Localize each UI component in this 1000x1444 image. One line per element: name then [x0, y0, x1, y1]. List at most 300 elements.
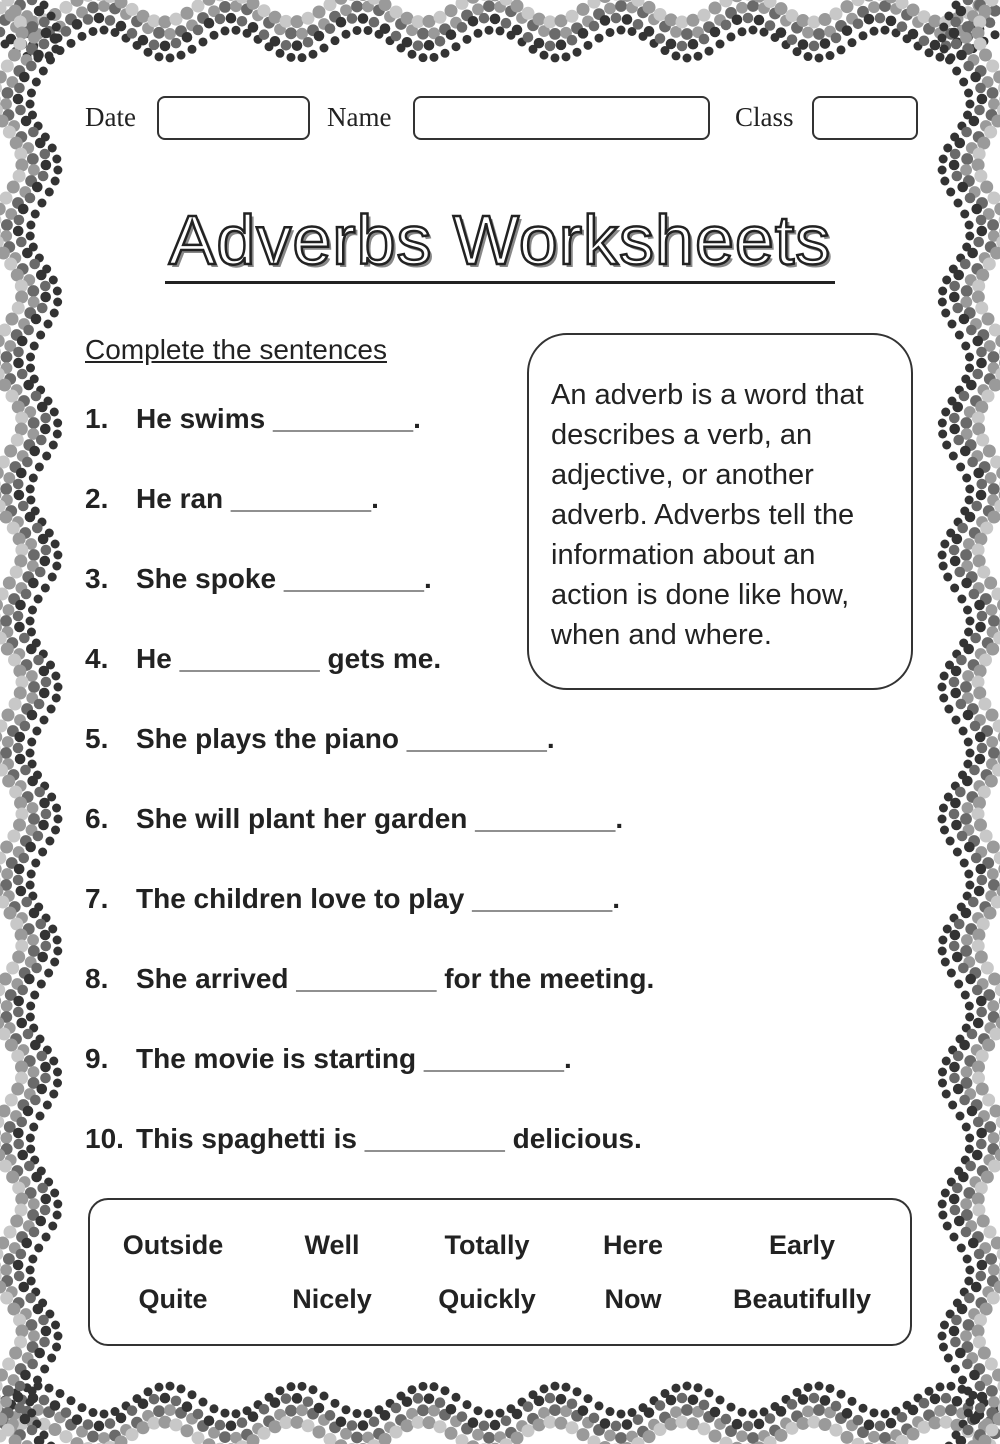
border-dot [2, 1424, 15, 1437]
border-dot [985, 17, 996, 28]
border-dot [964, 870, 973, 879]
border-dot [952, 952, 963, 963]
border-dot [309, 1385, 318, 1394]
border-dot [53, 1079, 62, 1088]
border-dot [953, 1051, 964, 1062]
border-dot [961, 908, 972, 919]
border-dot [36, 331, 45, 340]
border-dot [33, 1376, 42, 1385]
border-dot [1, 351, 13, 363]
border-dot [974, 38, 987, 51]
border-dot [11, 434, 24, 447]
border-dot [611, 1421, 622, 1432]
border-dot [950, 17, 961, 28]
border-dot [72, 19, 83, 30]
border-dot [584, 41, 593, 50]
border-dot [35, 138, 46, 149]
border-dot [965, 974, 976, 985]
border-dot [908, 29, 919, 40]
border-dot [938, 1332, 947, 1341]
border-dot [314, 1403, 325, 1414]
border-dot [979, 654, 992, 667]
border-dot [27, 285, 39, 297]
border-dot [94, 1421, 105, 1432]
border-dot [34, 787, 45, 798]
question-item [85, 883, 620, 915]
border-dot [972, 159, 985, 172]
border-dot [672, 1384, 681, 1393]
border-dot [938, 34, 947, 43]
border-dot [512, 1409, 523, 1420]
border-dot [939, 155, 948, 164]
border-dot [977, 1215, 990, 1228]
border-dot [886, 1418, 897, 1429]
border-dot [30, 1095, 41, 1106]
border-dot [0, 1237, 9, 1250]
border-dot [302, 1419, 315, 1432]
border-dot [15, 676, 28, 689]
border-dot [963, 606, 972, 615]
border-dot [960, 164, 972, 176]
border-dot [281, 1393, 292, 1404]
border-dot [837, 1390, 846, 1399]
border-dot [15, 808, 28, 821]
border-dot [35, 1216, 46, 1227]
border-dot [116, 21, 127, 32]
border-dot [14, 148, 27, 161]
border-dot [976, 434, 989, 447]
border-dot [743, 13, 754, 24]
border-dot [10, 566, 23, 579]
border-dot [15, 600, 26, 611]
border-dot [259, 29, 270, 40]
border-dot [192, 1432, 205, 1444]
border-dot [285, 27, 297, 39]
border-dot [424, 40, 435, 51]
border-dot [13, 347, 24, 358]
date-field[interactable] [157, 96, 310, 140]
border-dot [991, 1237, 1000, 1250]
border-dot [78, 1403, 87, 1412]
border-dot [26, 364, 35, 373]
border-dot [336, 1416, 347, 1427]
border-dot [37, 402, 48, 413]
border-dot [615, 0, 627, 12]
border-dot [28, 578, 39, 589]
border-dot [303, 1396, 314, 1407]
border-dot [19, 72, 30, 83]
border-dot [34, 6, 45, 17]
border-dot [606, 1407, 615, 1416]
border-dot [976, 358, 987, 369]
border-dot [67, 39, 76, 48]
border-dot [949, 941, 960, 952]
border-dot [41, 1194, 52, 1205]
border-dot [13, 1007, 24, 1018]
border-dot [738, 1408, 747, 1417]
border-dot [83, 14, 94, 25]
border-dot [676, 1416, 689, 1429]
border-dot [33, 50, 44, 61]
border-dot [276, 49, 285, 58]
border-dot [12, 1182, 25, 1195]
border-dot [961, 578, 972, 589]
border-dot [14, 16, 27, 29]
border-dot [936, 53, 945, 62]
border-dot [938, 298, 947, 307]
border-dot [600, 15, 611, 26]
border-dot [177, 51, 186, 60]
border-dot [973, 148, 986, 161]
border-dot [534, 1396, 545, 1407]
border-dot [5, 1039, 18, 1052]
border-dot [567, 35, 578, 46]
border-dot [204, 1415, 215, 1426]
border-dot [977, 875, 988, 886]
border-dot [986, 736, 998, 748]
border-dot [982, 1039, 995, 1052]
border-dot [556, 1394, 567, 1405]
border-dot [655, 1400, 666, 1411]
border-dot [987, 1000, 999, 1012]
border-dot [738, 27, 747, 36]
border-dot [203, 0, 216, 6]
border-dot [956, 463, 965, 472]
question-text: He swims _________. [136, 403, 421, 434]
border-dot [950, 149, 961, 160]
border-dot [28, 606, 37, 615]
border-dot [938, 287, 947, 296]
border-dot [45, 188, 54, 197]
border-dot [963, 61, 974, 72]
border-dot [0, 841, 13, 854]
border-dot [26, 749, 35, 758]
border-dot [830, 7, 843, 20]
border-dot [474, 1406, 483, 1415]
border-dot [953, 435, 964, 446]
border-dot [967, 1106, 978, 1117]
border-dot [820, 38, 831, 49]
border-dot [950, 1337, 961, 1348]
border-dot [964, 1293, 975, 1304]
border-dot [4, 445, 17, 458]
border-dot [89, 27, 98, 36]
border-dot [949, 160, 960, 171]
border-dot [28, 681, 40, 693]
border-dot [573, 48, 582, 57]
word-bank-item: Well [304, 1230, 360, 1260]
border-dot [39, 666, 50, 677]
border-dot [963, 644, 974, 655]
border-dot [313, 1425, 326, 1438]
border-dot [965, 512, 976, 523]
border-dot [49, 1057, 58, 1066]
question-number: 4. [85, 643, 109, 674]
border-dot [15, 1072, 28, 1085]
class-label: Class [735, 102, 794, 132]
border-dot [976, 1007, 987, 1018]
border-dot [53, 1211, 62, 1220]
border-dot [26, 353, 35, 362]
border-dot [391, 1403, 402, 1414]
border-dot [48, 925, 57, 934]
border-dot [511, 1432, 524, 1444]
border-dot [28, 127, 39, 138]
border-dot [545, 1393, 556, 1404]
border-dot [617, 1409, 626, 1418]
border-dot [989, 324, 1000, 337]
border-dot [258, 1427, 271, 1440]
border-dot [942, 441, 951, 450]
border-dot [9, 698, 22, 711]
border-dot [965, 364, 974, 373]
name-field[interactable] [413, 96, 710, 140]
class-field[interactable] [812, 96, 918, 140]
border-dot [897, 1412, 908, 1423]
border-dot [842, 25, 853, 36]
border-dot [944, 705, 953, 714]
border-dot [31, 859, 40, 868]
border-dot [41, 28, 52, 39]
border-dot [949, 413, 960, 424]
question-number: 9. [85, 1043, 109, 1074]
border-dot [955, 331, 964, 340]
border-dot [21, 116, 32, 127]
border-dot [210, 31, 219, 40]
border-dot [925, 48, 934, 57]
border-dot [688, 39, 699, 50]
border-dot [826, 1384, 835, 1393]
border-dot [950, 930, 961, 941]
border-dot [28, 549, 40, 561]
border-dot [13, 996, 24, 1007]
border-dot [797, 1417, 810, 1430]
border-dot [830, 1424, 843, 1437]
border-dot [956, 655, 967, 666]
border-dot [40, 413, 51, 424]
border-dot [336, 17, 347, 28]
border-dot [961, 153, 973, 165]
border-dot [52, 694, 61, 703]
border-dot [676, 15, 689, 28]
border-dot [970, 721, 981, 732]
border-dot [754, 1419, 765, 1430]
border-dot [402, 1396, 413, 1407]
border-dot [37, 952, 48, 963]
border-dot [419, 1382, 428, 1391]
border-dot [987, 841, 1000, 854]
border-dot [42, 1233, 51, 1242]
border-dot [952, 303, 963, 314]
border-dot [40, 424, 51, 435]
border-dot [949, 809, 960, 820]
border-dot [709, 1430, 722, 1443]
border-dot [53, 936, 62, 945]
border-dot [633, 19, 644, 30]
border-dot [907, 4, 920, 17]
border-dot [961, 991, 970, 1000]
border-dot [985, 1358, 998, 1371]
border-dot [320, 1391, 329, 1400]
border-dot [48, 573, 57, 582]
border-dot [939, 562, 948, 571]
border-dot [962, 802, 974, 814]
border-dot [56, 1389, 65, 1398]
border-dot [40, 556, 51, 567]
border-dot [291, 15, 304, 28]
border-dot [3, 1253, 15, 1265]
border-dot [29, 474, 38, 483]
border-dot [939, 804, 948, 813]
border-dot [149, 1394, 160, 1405]
border-dot [977, 743, 988, 754]
border-dot [949, 1233, 958, 1242]
border-dot [248, 1411, 259, 1422]
border-dot [808, 15, 821, 28]
border-dot [972, 291, 985, 304]
border-dot [743, 1421, 754, 1432]
border-dot [15, 940, 28, 953]
question-text: This spaghetti is _________ delicious. [136, 1123, 642, 1154]
border-dot [622, 1419, 633, 1430]
border-dot [938, 1068, 947, 1077]
border-dot [804, 1383, 813, 1392]
question-item [85, 1043, 572, 1075]
border-dot [0, 1292, 13, 1305]
border-dot [952, 171, 963, 182]
border-dot [31, 391, 42, 402]
border-dot [0, 71, 7, 84]
border-dot [298, 1382, 307, 1391]
border-dot [959, 727, 968, 736]
question-item [85, 1123, 642, 1155]
border-dot [951, 820, 962, 831]
border-dot [938, 430, 947, 439]
border-dot [995, 984, 1000, 997]
border-dot [53, 287, 62, 296]
border-dot [36, 435, 47, 446]
border-dot [813, 28, 825, 40]
question-text: She arrived _________ for the meeting. [136, 963, 655, 994]
border-dot [954, 980, 963, 989]
border-dot [940, 45, 949, 54]
border-dot [566, 1421, 579, 1434]
border-dot [45, 1384, 54, 1393]
date-label: Date [85, 102, 136, 132]
border-dot [974, 1249, 985, 1260]
border-dot [949, 28, 960, 39]
border-dot [35, 919, 46, 930]
border-dot [959, 391, 970, 402]
border-dot [957, 182, 968, 193]
border-dot [40, 149, 51, 160]
border-dot [13, 358, 24, 369]
border-dot [949, 1062, 960, 1073]
border-dot [654, 1423, 667, 1436]
border-dot [38, 820, 49, 831]
border-dot [973, 797, 986, 810]
border-dot [853, 1415, 864, 1426]
border-dot [237, 16, 248, 27]
border-dot [962, 1359, 973, 1370]
border-dot [30, 1040, 41, 1051]
border-dot [567, 1398, 578, 1409]
border-dot [1, 60, 14, 73]
border-dot [33, 831, 44, 842]
border-dot [736, 2, 748, 14]
question-item [85, 963, 654, 995]
border-dot [993, 71, 1000, 84]
border-dot [490, 14, 501, 25]
border-dot [952, 534, 963, 545]
border-dot [17, 336, 28, 347]
border-dot [25, 512, 36, 523]
border-dot [324, 0, 337, 11]
border-dot [221, 1409, 230, 1418]
border-dot [20, 765, 31, 776]
border-dot [965, 881, 974, 890]
border-dot [15, 105, 26, 116]
border-dot [138, 35, 149, 46]
border-dot [45, 837, 54, 846]
border-dot [666, 39, 677, 50]
border-dot [26, 485, 35, 494]
border-dot [182, 1401, 193, 1412]
border-dot [30, 991, 39, 1000]
border-dot [960, 859, 969, 868]
border-dot [226, 13, 237, 24]
border-dot [50, 1400, 61, 1411]
border-dot [804, 52, 813, 61]
border-dot [765, 20, 776, 31]
border-dot [957, 523, 968, 534]
border-dot [27, 0, 38, 5]
border-dot [978, 698, 991, 711]
border-dot [949, 677, 960, 688]
border-dot [971, 1282, 982, 1293]
border-dot [983, 1226, 996, 1239]
border-dot [972, 940, 985, 953]
border-dot [947, 969, 956, 978]
border-dot [566, 10, 579, 23]
border-dot [48, 1222, 57, 1231]
border-dot [677, 41, 688, 52]
border-dot [463, 1400, 472, 1409]
border-dot [907, 1427, 920, 1440]
border-dot [3, 604, 15, 616]
border-dot [27, 934, 39, 946]
border-dot [28, 32, 40, 44]
border-dot [644, 1407, 655, 1418]
border-dot [962, 474, 971, 483]
border-dot [18, 501, 29, 512]
border-dot [53, 430, 62, 439]
border-dot [809, 41, 820, 52]
border-dot [38, 171, 49, 182]
border-dot [938, 936, 947, 945]
border-dot [53, 1068, 62, 1077]
border-dot [38, 534, 49, 545]
border-dot [193, 1409, 204, 1420]
border-dot [347, 13, 358, 24]
border-dot [153, 27, 165, 39]
border-dot [325, 23, 336, 34]
question-text: The children love to play _________. [136, 883, 620, 914]
border-dot [358, 13, 369, 24]
question-number: 3. [85, 563, 109, 594]
border-dot [681, 1404, 693, 1416]
border-dot [26, 1266, 35, 1275]
